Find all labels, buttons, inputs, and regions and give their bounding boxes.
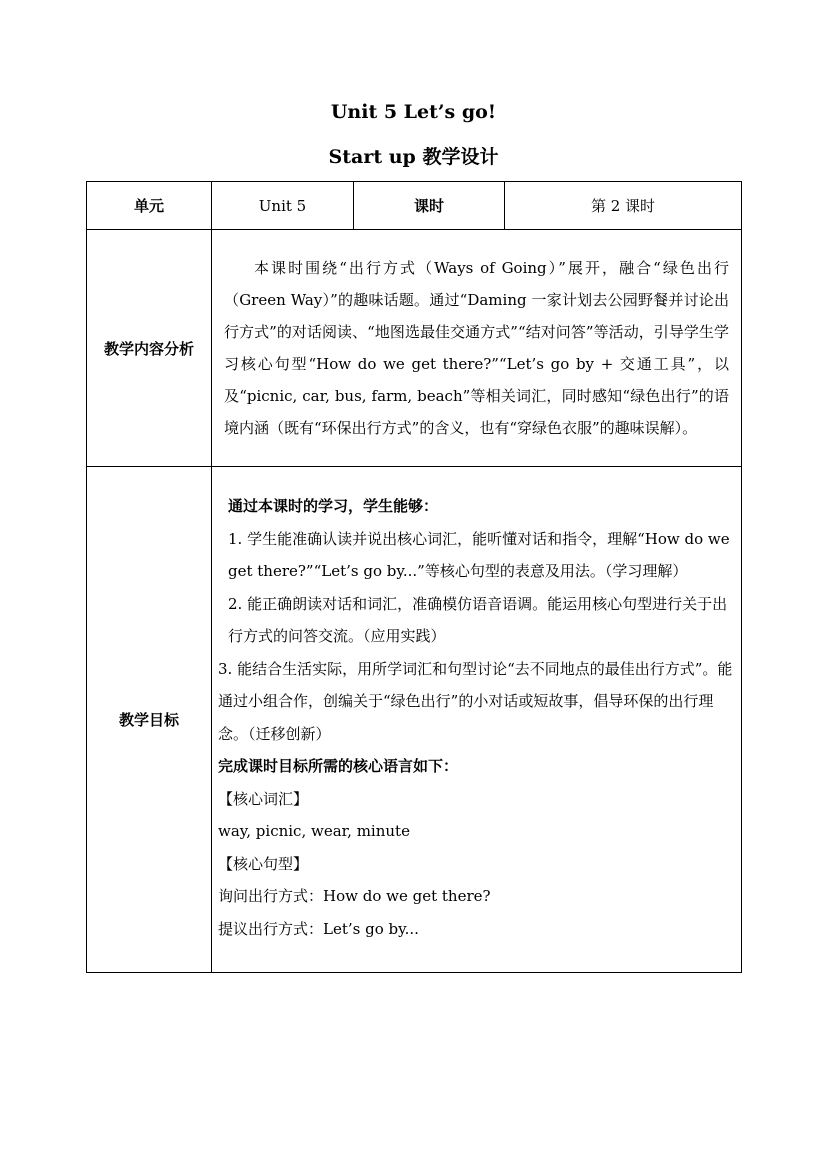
header-row [87, 182, 742, 230]
document-title: Unit 5 Let’s go! [330, 101, 497, 123]
pattern-ask: 询问出行方式：How do we get there? [218, 887, 491, 905]
lesson-plan-table [86, 181, 742, 973]
pattern-header: 【核心句型】 [218, 854, 309, 873]
objective-item-2: 2. 能正确朗读对话和词汇，准确模仿语音语调。能运用核心句型进行关于出行方式的问答交流。（应用实践） [228, 594, 728, 645]
lesson-value: 第 2 课时 [505, 182, 742, 230]
core-language-intro: 完成课时目标所需的核心语言如下： [218, 757, 459, 775]
unit-label: 单元 [87, 182, 212, 230]
objectives-intro: 通过本课时的学习，学生能够： [228, 497, 439, 515]
objectives-row [87, 467, 742, 973]
document-subtitle: Start up 教学设计 [328, 146, 499, 168]
content-analysis-row [87, 230, 742, 467]
objectives-cell [212, 467, 742, 973]
objective-item-3: 3. 能结合生活实际，用所学词汇和句型讨论“去不同地点的最佳出行方式”。能通过小组合作，创编关于“绿色出行”的小对话或短故事，倡导环保的出行理念。（迁移创新） [218, 659, 733, 743]
content-analysis-text: 本课时围绕“出行方式（Ways of Going）”展开，融合“绿色出行（Green Way）”的趣味话题。通过“Daming 一家计划去公园野餐并讨论出行方式”的对话阅读、“地图选最佳交通方式”“结对问答”等活动，引导学生学习核心句型“How do we get there?”“Let’s go by + 交通工具”，以及“picnic, car, bus, farm, beach”等相关词汇，同时感知“绿色出行”的语境内涵（既有“环保出行方式”的含义，也有“穿绿色衣服”的趣味误解）。 [224, 259, 729, 437]
objectives-label: 教学目标 [87, 467, 212, 973]
vocab-header: 【核心词汇】 [218, 789, 309, 808]
vocab-list: way, picnic, wear, minute [218, 822, 410, 840]
pattern-suggest: 提议出行方式：Let’s go by... [218, 919, 419, 938]
lesson-label: 课时 [354, 182, 505, 230]
unit-value: Unit 5 [212, 182, 354, 230]
objective-item-1: 1. 学生能准确认读并说出核心词汇，能听懂对话和指令，理解“How do we get there?”“Let’s go by...”等核心句型的表意及用法。（学习理解） [228, 529, 730, 580]
content-analysis-label: 教学内容分析 [87, 230, 212, 467]
content-analysis-cell [212, 230, 742, 467]
